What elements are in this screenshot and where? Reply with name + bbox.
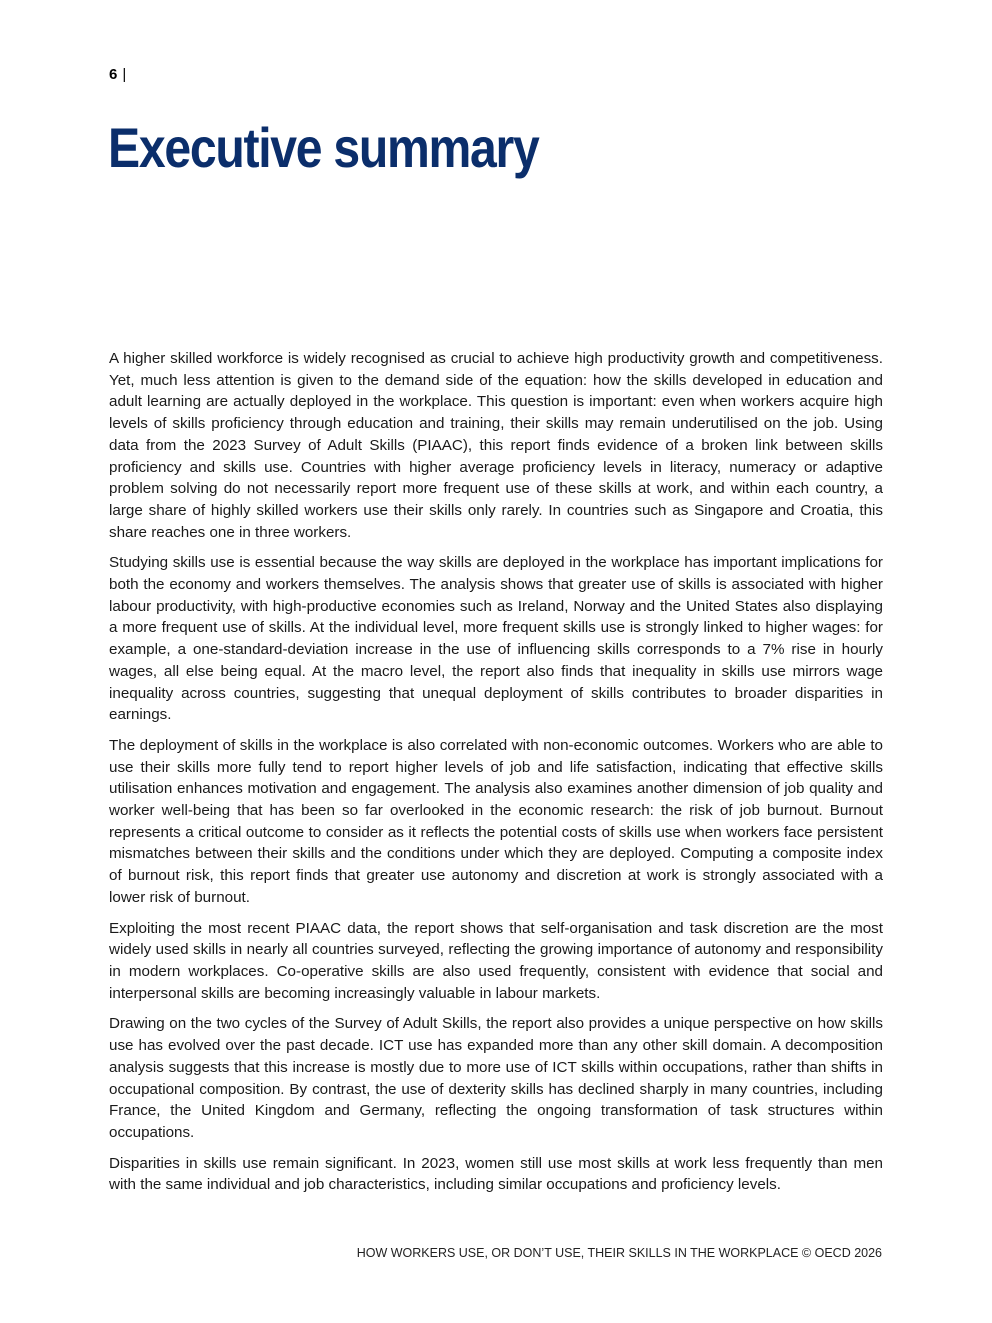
page-number: 6	[109, 66, 118, 83]
page-header	[109, 66, 126, 83]
body-text	[109, 348, 883, 1205]
paragraph-6: Disparities in skills use remain significant. In 2023, women still use most skills at work less frequently than men with the same individual and job characteristics, including similar occupations and proficiency levels.	[109, 1154, 883, 1194]
paragraph-1: A higher skilled workforce is widely recognised as crucial to achieve high productivity growth and competitiveness. Yet, much less attention is given to the demand side of the equation: how the skills developed in education and adult learning are actually deployed in the workplace. This question is important: even when workers acquire high levels of skills proficiency through education and training, their skills may remain underutilised on the job. Using data from the 2023 Survey of Adult Skills (PIAAC), this report finds evidence of a broken link between skills proficiency and skills use. Countries with higher average proficiency levels in literacy, numeracy or adaptive problem solving do not necessarily report more frequent use of these skills at work, and within each country, a large share of highly skilled workers use their skills only rarely. In countries such as Singapore and Croatia, this share reaches one in three workers.	[109, 350, 883, 541]
page-title: Executive summary	[108, 116, 539, 179]
paragraph-5: Drawing on the two cycles of the Survey of Adult Skills, the report also provides a unique perspective on how skills use has evolved over the past decade. ICT use has expanded more than any other skill domain. A decomposition analysis suggests that this increase is mostly due to more use of ICT skills within occupations, rather than shifts in occupational composition. By contrast, the use of dexterity skills has declined sharply in many countries, including France, the United Kingdom and Germany, reflecting the ongoing transformation of task structures within occupations.	[109, 1015, 883, 1141]
header-separator: |	[122, 66, 127, 83]
paragraph-2: Studying skills use is essential because the way skills are deployed in the workplace has important implications for both the economy and workers themselves. The analysis shows that greater use of skills is associated with higher labour productivity, with high-productive economies such as Ireland, Norway and the United States also displaying a more frequent use of skills. At the individual level, more frequent skills use is strongly linked to higher wages: for example, a one-standard-deviation increase in the use of influencing skills corresponds to a 7% rise in hourly wages, all else being equal. At the macro level, the report also finds that inequality in skills use mirrors wage inequality across countries, suggesting that unequal deployment of skills contributes to broader disparities in earnings.	[109, 554, 883, 724]
paragraph-4: Exploiting the most recent PIAAC data, the report shows that self-organisation and task discretion are the most widely used skills in nearly all countries surveyed, reflecting the growing importance of autonomy and responsibility in modern workplaces. Co-operative skills are also used frequently, consistent with evidence that social and interpersonal skills are becoming increasingly valuable in labour markets.	[109, 919, 883, 1002]
paragraph-3: The deployment of skills in the workplace is also correlated with non-economic outcomes. Workers who are able to use their skills more fully tend to report higher levels of job and life satisfaction, indicating that effective skills utilisation enhances motivation and engagement. The analysis also examines another dimension of job quality and worker well-being that has been so far overlooked in the economic research: the risk of job burnout. Burnout represents a critical outcome to consider as it reflects the potential costs of skills use when workers face persistent mismatches between their skills and the conditions under which they are deployed. Computing a composite index of burnout risk, this report finds that greater use autonomy and discretion at work is strongly associated with a lower risk of burnout.	[109, 736, 883, 906]
page-footer: HOW WORKERS USE, OR DON’T USE, THEIR SKILLS IN THE WORKPLACE © OECD 2026	[356, 1246, 882, 1260]
